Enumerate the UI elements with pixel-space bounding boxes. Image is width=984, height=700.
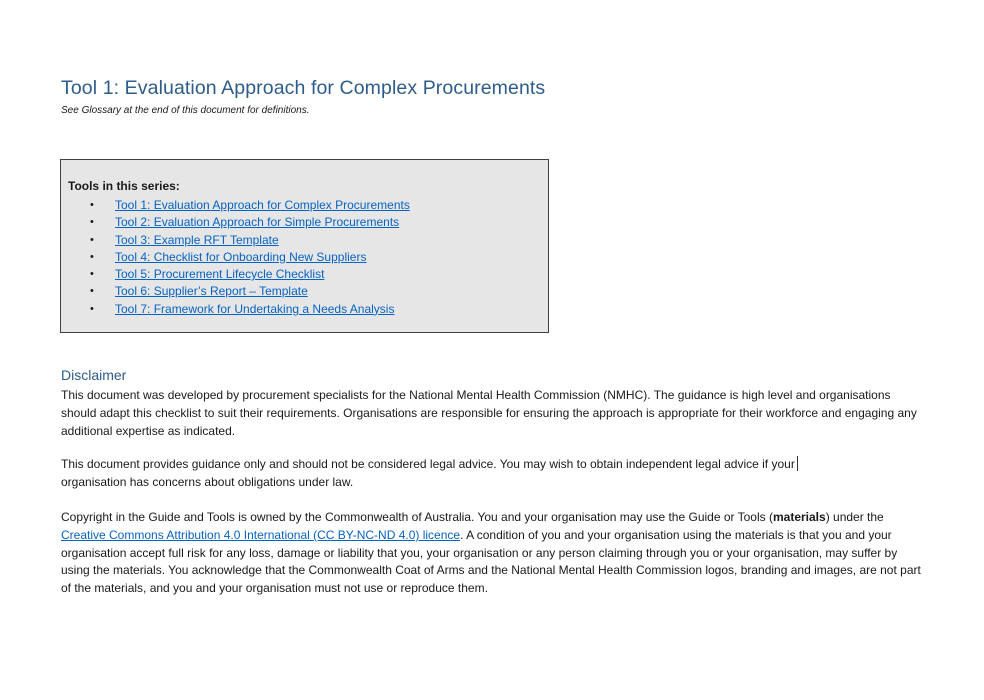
bullet-icon: •: [90, 233, 94, 246]
document-title: Tool 1: Evaluation Approach for Complex Procurements: [61, 77, 546, 99]
tool-2-link[interactable]: Tool 2: Evaluation Approach for Simple Procurements: [115, 215, 400, 230]
creative-commons-licence-link[interactable]: Creative Commons Attribution 4.0 International (CC BY-NC-ND 4.0) licence: [61, 527, 461, 542]
document-subtitle: See Glossary at the end of this document for definitions.: [61, 105, 310, 116]
copyright-text-end: . A condition of you and your organisation using the materials is that you and your organisation accept full risk for any loss, damage or liability that you, your organisation or any person claiming through you or your organisation, may suffer by using the materials. You acknowledge that the Commonwealth Coat of Arms and the National Mental Health Commission logos, branding and images, are not part of the materials, and you and your organisation must not use or reproduce them.: [61, 527, 921, 596]
paragraph-2-line-2: organisation has concerns about obligations under law.: [61, 474, 354, 489]
tool-1-link[interactable]: Tool 1: Evaluation Approach for Complex Procurements: [115, 198, 410, 212]
tool-3-link[interactable]: Tool 3: Example RFT Template: [115, 232, 279, 247]
paragraph-2-line-1: This document provides guidance only and should not be considered legal advice. You may wish to obtain independent legal advice if your: [61, 457, 795, 471]
disclaimer-paragraph-2: [61, 456, 921, 492]
bullet-icon: •: [90, 216, 94, 229]
bullet-icon: •: [90, 302, 94, 315]
disclaimer-paragraph-1: This document was developed by procurement specialists for the National Mental Health Commission (NMHC). The guidance is high level and organisations should adapt this checklist to suit their requirements. Organisations are responsible for ensuring the approach is appropriate for their workforce and engaging any additional expertise as indicated.: [61, 388, 917, 438]
disclaimer-heading: Disclaimer: [61, 367, 127, 383]
tool-4-link[interactable]: Tool 4: Checklist for Onboarding New Suppliers: [115, 249, 367, 264]
tool-5-link[interactable]: Tool 5: Procurement Lifecycle Checklist: [115, 267, 325, 282]
tools-series-heading: Tools in this series:: [68, 179, 180, 193]
tool-7-link[interactable]: Tool 7: Framework for Undertaking a Needs Analysis: [115, 301, 395, 316]
bullet-icon: •: [90, 250, 94, 263]
disclaimer-paragraph-3: [61, 509, 921, 598]
bullet-icon: •: [90, 199, 94, 211]
tool-6-link[interactable]: Tool 6: Supplier’s Report – Template: [115, 284, 308, 299]
copyright-text-under: ) under the: [825, 510, 884, 524]
tools-series-box: [60, 159, 549, 333]
bullet-icon: •: [90, 285, 94, 298]
bullet-icon: •: [90, 268, 94, 281]
materials-term: materials: [772, 510, 826, 524]
text-cursor: [797, 456, 798, 471]
copyright-text-start: Copyright in the Guide and Tools is owned by the Commonwealth of Australia. You and your organisation may use the Guide or Tools (: [61, 510, 773, 524]
